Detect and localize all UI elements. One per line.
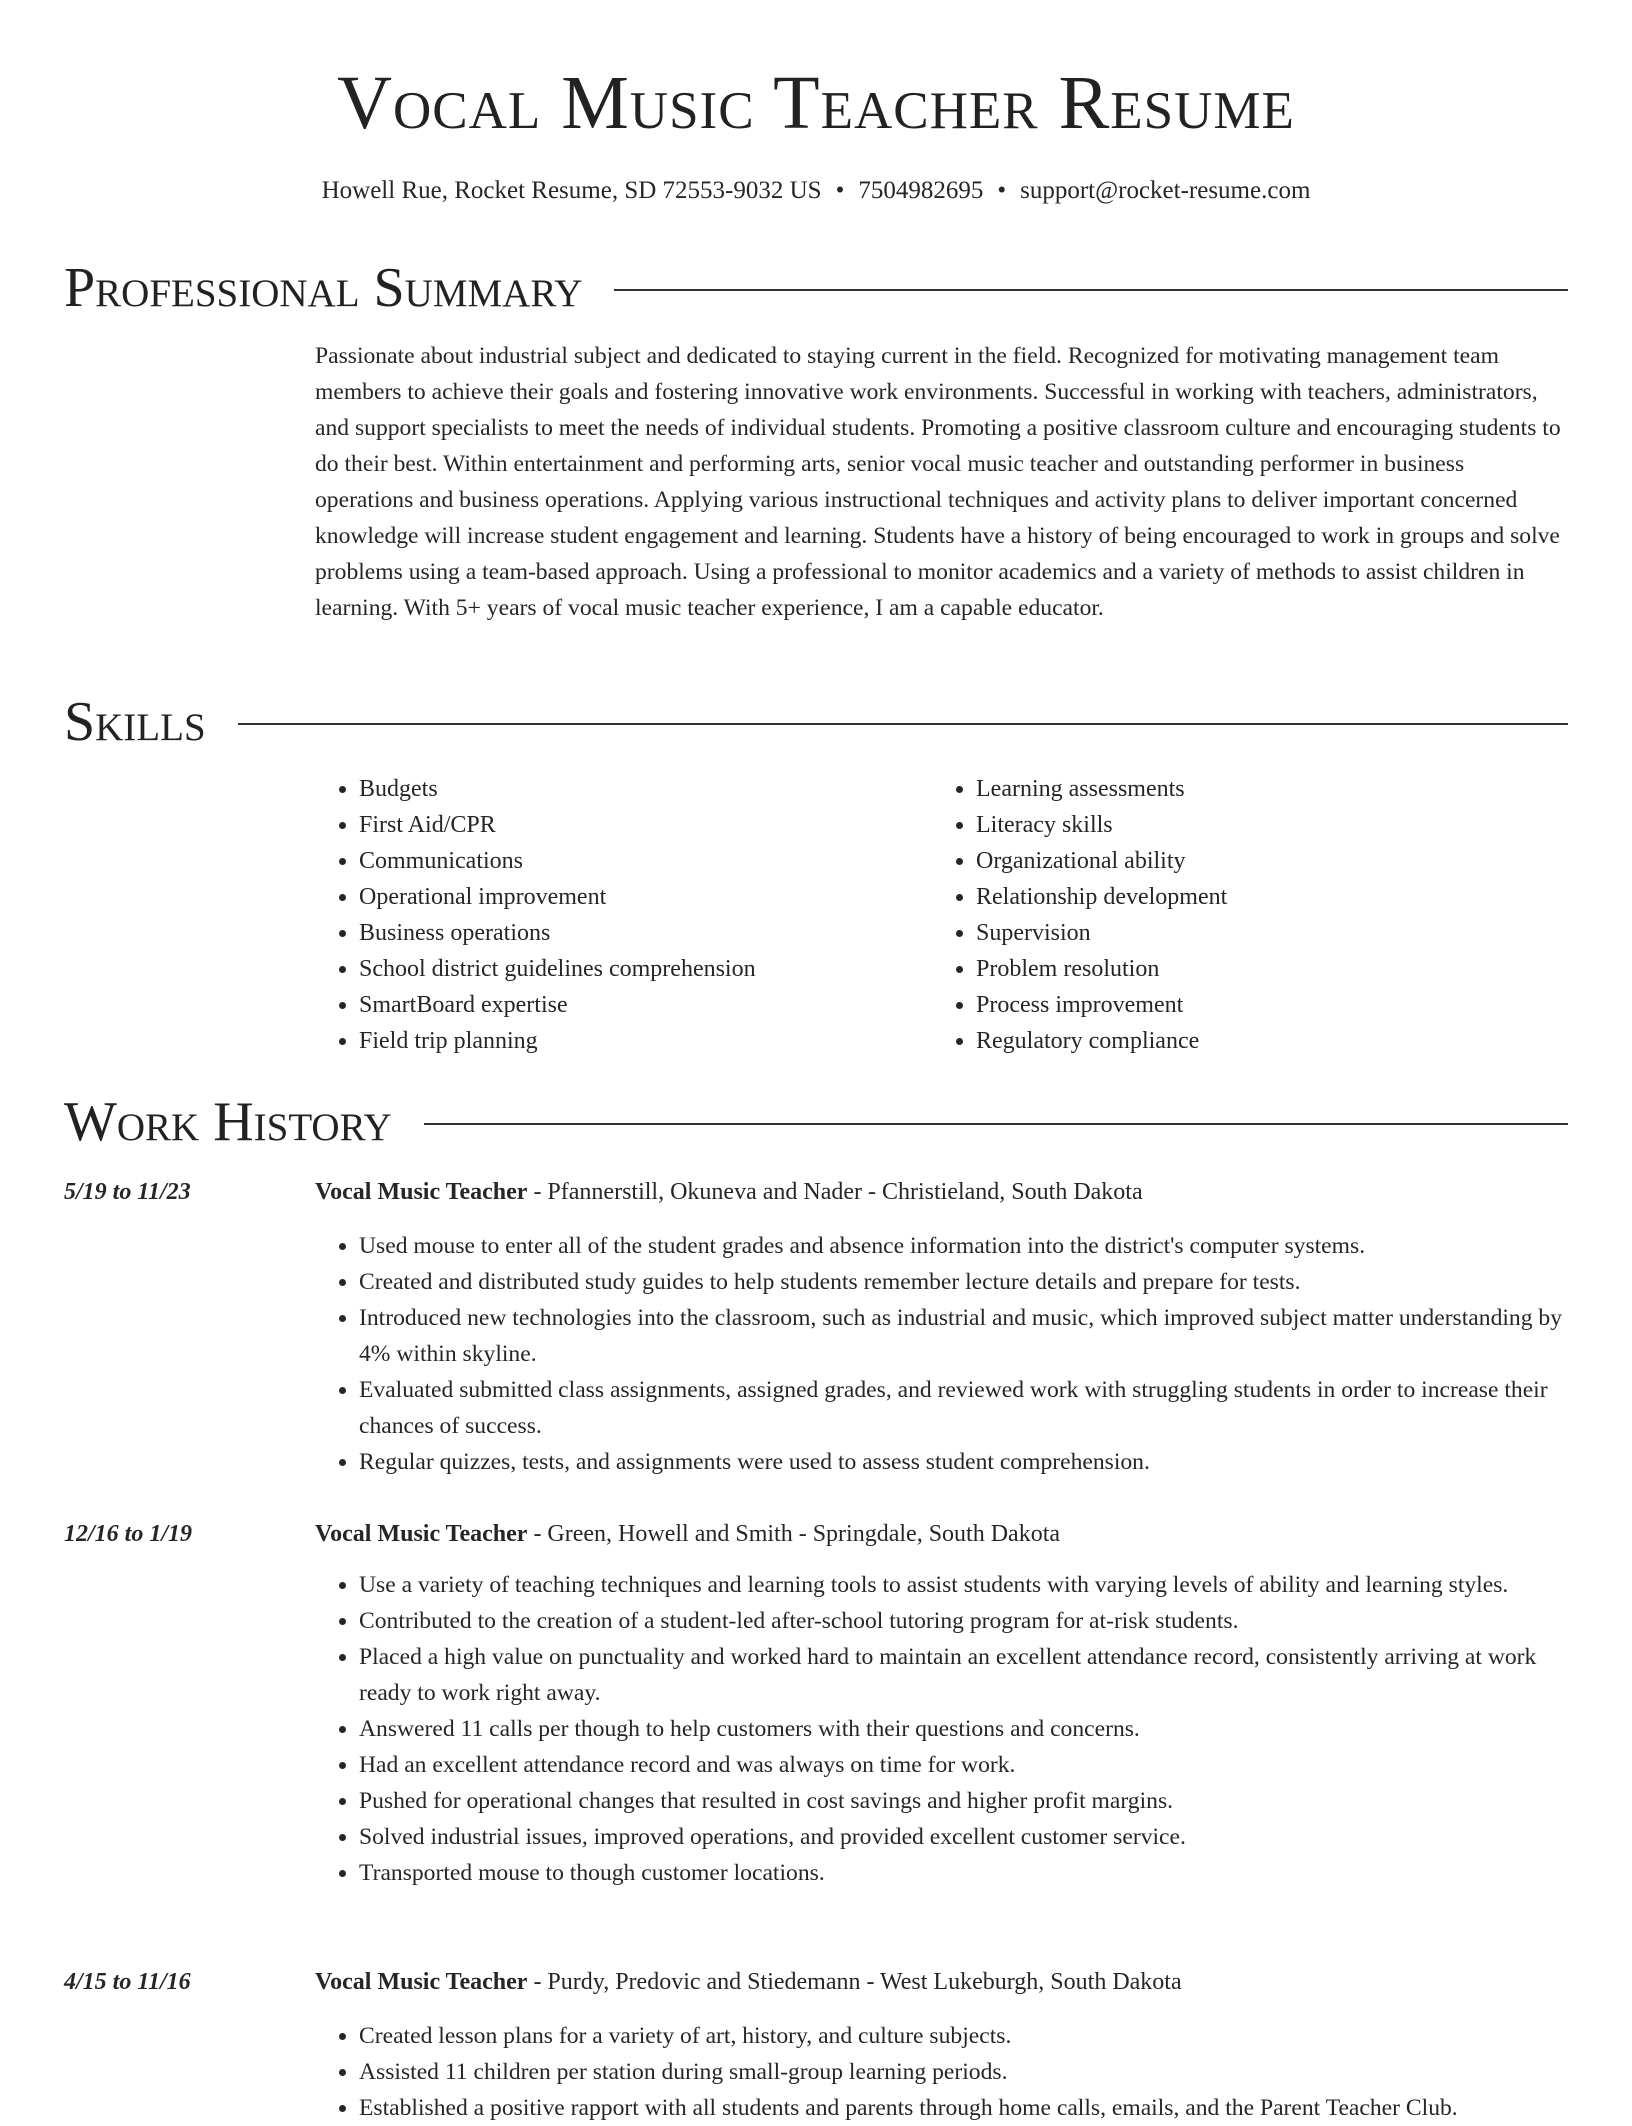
job-title: Vocal Music Teacher	[315, 1969, 528, 1995]
contact-separator: •	[835, 177, 845, 204]
contact-email[interactable]: support@rocket-resume.com	[1020, 177, 1311, 204]
section-divider	[238, 723, 1568, 725]
skill-item: • Relationship development	[976, 879, 1227, 915]
job-headline	[315, 1964, 1568, 2000]
skill-item: • Process improvement	[976, 987, 1227, 1023]
skills-list	[315, 771, 1568, 1059]
skills-column-right	[932, 771, 1227, 1059]
summary-text: Passionate about industrial subject and dedicated to staying current in the field. Recognized for motivating management team members to achieve their goals and fostering innovative work environments. Successful in working with teachers, administrators, and support specialists to meet the needs of individual students. Promoting a positive classroom culture and encouraging students to do their best. Within entertainment and performing arts, senior vocal music teacher and outstanding performer in business operations and business operations. Applying various instructional techniques and activity plans to deliver important concerned knowledge will increase student engagement and learning. Students have a history of being encouraged to work in groups and solve problems using a team-based approach. Using a professional to monitor academics and a variety of methods to assist children in learning. With 5+ years of vocal music teacher experience, I am a capable educator.	[315, 343, 1561, 621]
summary-heading: Professional Summary	[64, 257, 583, 319]
job-bullet: • Introduced new technologies into the classroom, such as industrial and music, which improved subject matter understanding by 4% within skyline.	[359, 1300, 1568, 1372]
skill-item: • Learning assessments	[976, 771, 1227, 807]
job-headline	[315, 1516, 1568, 1552]
section-divider	[424, 1123, 1568, 1125]
job-bullet: • Evaluated submitted class assignments, assigned grades, and reviewed work with struggling students in order to increase their chances of success.	[359, 1372, 1568, 1444]
job-bullet: • Created and distributed study guides to help students remember lecture details and prepare for tests.	[359, 1264, 1568, 1300]
job-employer: - Green, Howell and Smith - Springdale, South Dakota	[527, 1521, 1061, 1547]
job-bullet: • Contributed to the creation of a student-led after-school tutoring program for at-risk students.	[359, 1603, 1568, 1639]
summary-section-header	[64, 258, 1568, 318]
job-dates: 4/15 to 11/16	[64, 1969, 191, 1995]
skill-item: • Literacy skills	[976, 807, 1227, 843]
job-employer: - Purdy, Predovic and Stiedemann - West Lukeburgh, South Dakota	[527, 1969, 1182, 1995]
skill-item: • Supervision	[976, 915, 1227, 951]
job-bullet: • Transported mouse to though customer locations.	[359, 1855, 1568, 1891]
job-dates: 5/19 to 11/23	[64, 1179, 191, 1205]
job-bullets	[315, 1567, 1568, 1891]
job-employer: - Pfannerstill, Okuneva and Nader - Christieland, South Dakota	[527, 1179, 1143, 1205]
skill-item: • Field trip planning	[359, 1023, 932, 1059]
skill-item: • Business operations	[359, 915, 932, 951]
job-headline	[315, 1174, 1568, 1210]
skills-column-left	[315, 771, 932, 1059]
skill-item: • First Aid/CPR	[359, 807, 932, 843]
job-bullet: • Used mouse to enter all of the student grades and absence information into the district's computer systems.	[359, 1228, 1568, 1264]
skill-item: • SmartBoard expertise	[359, 987, 932, 1023]
contact-line	[0, 175, 1632, 207]
skill-item: • Operational improvement	[359, 879, 932, 915]
contact-separator: •	[997, 177, 1007, 204]
job-bullet: • Regular quizzes, tests, and assignments were used to assess student comprehension.	[359, 1444, 1568, 1480]
job-bullets	[315, 2018, 1568, 2126]
job-bullet: • Had an excellent attendance record and was always on time for work.	[359, 1747, 1568, 1783]
work-history-heading: Work History	[64, 1091, 392, 1153]
job-bullet: • Placed a high value on punctuality and worked hard to maintain an excellent attendance record, consistently arriving at work ready to work right away.	[359, 1639, 1568, 1711]
job-bullet: • Pushed for operational changes that resulted in cost savings and higher profit margins.	[359, 1783, 1568, 1819]
contact-address: Howell Rue, Rocket Resume, SD 72553-9032 US	[321, 177, 822, 204]
skill-item: • Budgets	[359, 771, 932, 807]
skill-item: • Organizational ability	[976, 843, 1227, 879]
skill-item: • Problem resolution	[976, 951, 1227, 987]
skill-item: • School district guidelines comprehension	[359, 951, 932, 987]
skill-item: • Communications	[359, 843, 932, 879]
work-history-section-header	[64, 1092, 1568, 1152]
job-bullet: • Established a positive rapport with all students and parents through home calls, emails, and the Parent Teacher Club.	[359, 2090, 1568, 2126]
job-bullet: • Use a variety of teaching techniques and learning tools to assist students with varying levels of ability and learning styles.	[359, 1567, 1568, 1603]
contact-phone: 7504982695	[858, 177, 984, 204]
job-dates: 12/16 to 1/19	[64, 1521, 193, 1547]
job-title: Vocal Music Teacher	[315, 1179, 528, 1205]
job-bullets	[315, 1228, 1568, 1480]
job-bullet: • Assisted 11 children per station during small-group learning periods.	[359, 2054, 1568, 2090]
job-bullet: • Solved industrial issues, improved operations, and provided excellent customer service.	[359, 1819, 1568, 1855]
job-bullet: • Answered 11 calls per though to help customers with their questions and concerns.	[359, 1711, 1568, 1747]
job-title: Vocal Music Teacher	[315, 1521, 528, 1547]
skills-section-header	[64, 692, 1568, 752]
skills-heading: Skills	[64, 691, 206, 753]
job-bullet: • Created lesson plans for a variety of art, history, and culture subjects.	[359, 2018, 1568, 2054]
section-divider	[614, 289, 1568, 291]
skill-item: • Regulatory compliance	[976, 1023, 1227, 1059]
resume-title: Vocal Music Teacher Resume	[337, 61, 1295, 145]
